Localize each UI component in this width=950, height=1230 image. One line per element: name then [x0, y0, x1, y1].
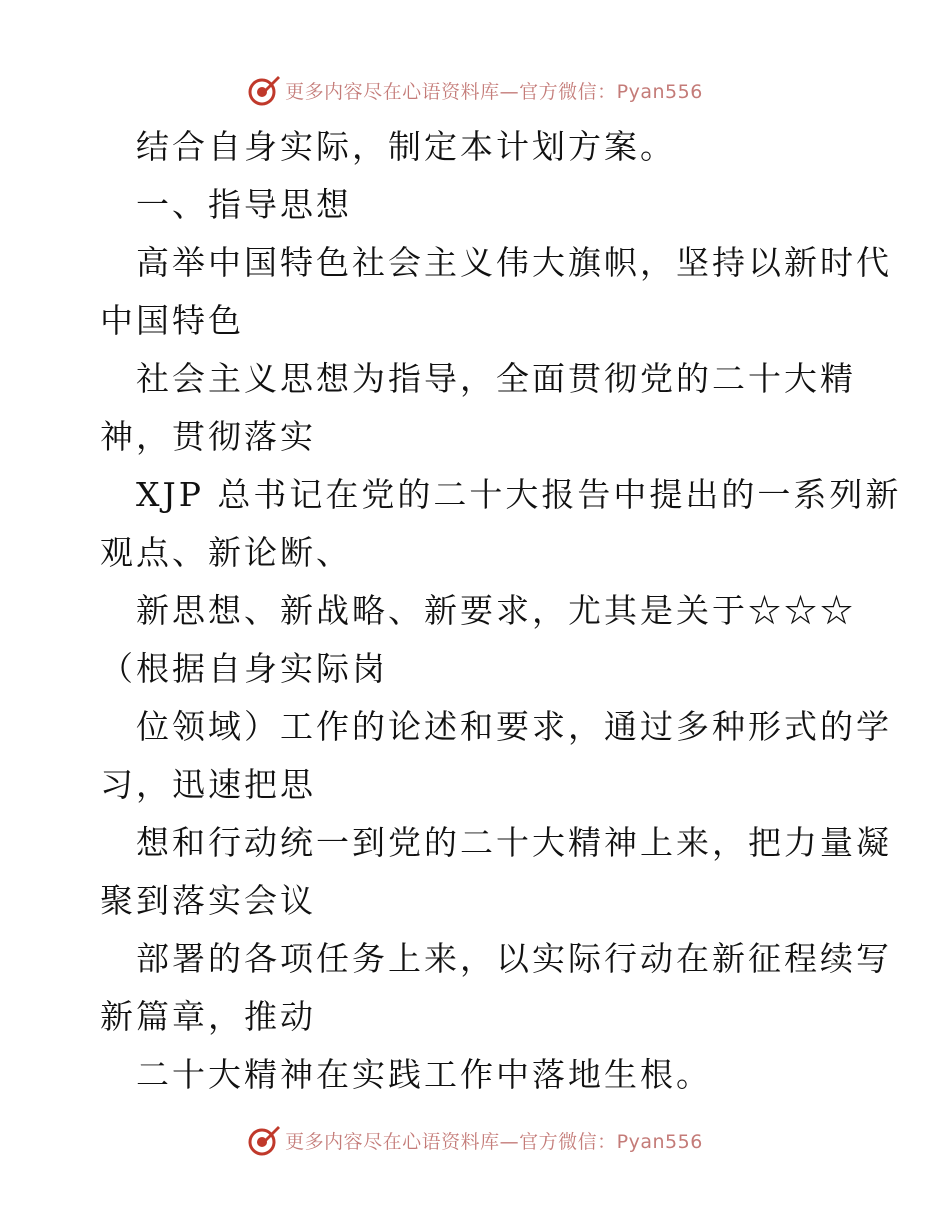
pen-logo-icon — [247, 1123, 281, 1157]
watermark-text: 更多内容尽在心语资料库—官方微信：Pyan556 — [285, 80, 703, 103]
watermark-text: 更多内容尽在心语资料库—官方微信：Pyan556 — [285, 1130, 703, 1153]
text-line: 结合自身实际，制定本计划方案。 — [136, 127, 676, 166]
text-line: 观点、新论断、 — [100, 533, 352, 572]
text-line: （根据自身实际岗 — [100, 649, 388, 688]
text-line: 新思想、新战略、新要求，尤其是关于☆☆☆ — [136, 591, 856, 630]
text-line: 中国特色 — [100, 301, 244, 340]
text-line: 新篇章，推动 — [100, 997, 316, 1036]
text-line: 习，迅速把思 — [100, 765, 316, 804]
text-line: 神，贯彻落实 — [100, 417, 316, 456]
pen-logo-icon — [247, 73, 281, 107]
text-line: 聚到落实会议 — [100, 881, 316, 920]
text-line: 高举中国特色社会主义伟大旗帜，坚持以新时代 — [136, 243, 892, 282]
watermark-footer — [0, 1120, 950, 1160]
document-body — [100, 118, 902, 1104]
text-line: 位领域）工作的论述和要求，通过多种形式的学 — [136, 707, 892, 746]
text-line: 社会主义思想为指导，全面贯彻党的二十大精 — [136, 359, 856, 398]
watermark-header — [0, 70, 950, 110]
text-line: 想和行动统一到党的二十大精神上来，把力量凝 — [136, 823, 892, 862]
text-line: XJP 总书记在党的二十大报告中提出的一系列新 — [136, 475, 902, 514]
text-line: 部署的各项任务上来，以实际行动在新征程续写 — [136, 939, 892, 978]
text-line: 一、指导思想 — [136, 185, 352, 224]
text-line: 二十大精神在实践工作中落地生根。 — [136, 1055, 712, 1094]
